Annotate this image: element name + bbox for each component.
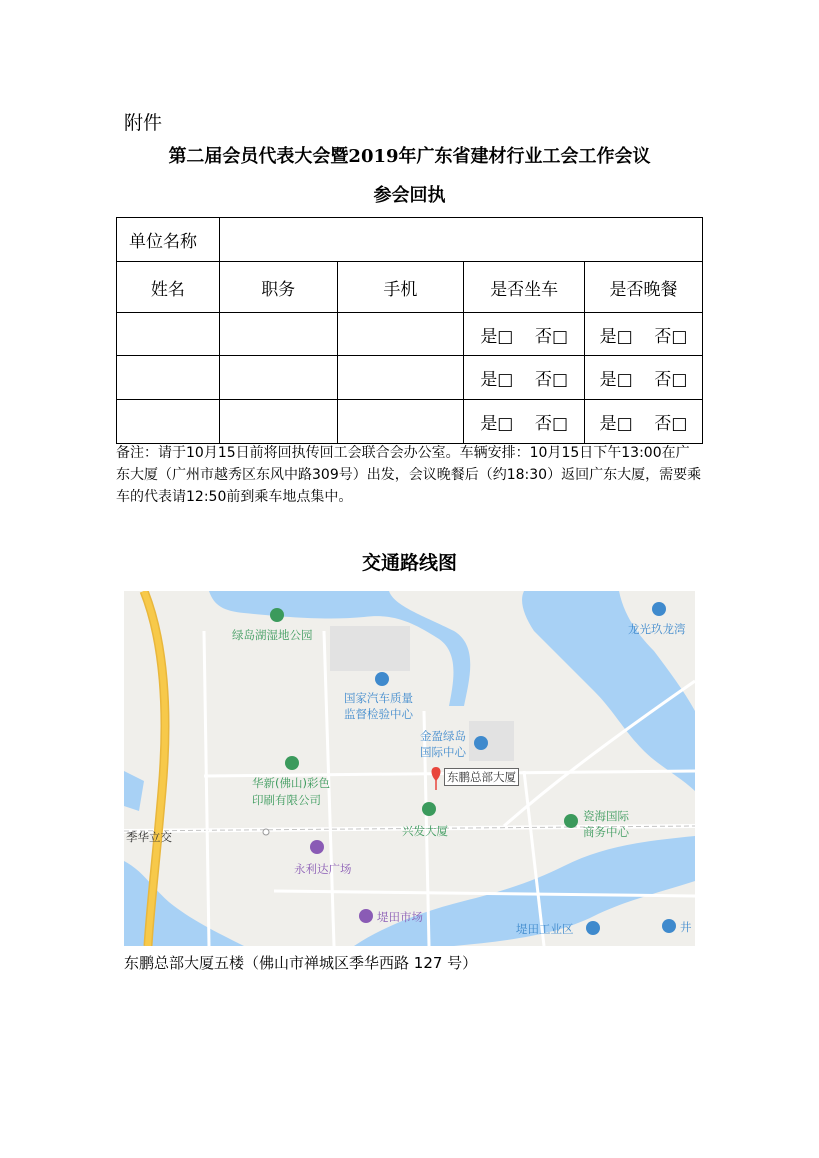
map-title: 交通路线图 bbox=[361, 552, 457, 574]
dinner-no-checkbox[interactable]: 否□ bbox=[654, 326, 688, 347]
map-label-jinying-2: 国际中心 bbox=[420, 745, 466, 759]
name-field[interactable] bbox=[117, 356, 220, 400]
dinner-choice bbox=[585, 356, 703, 400]
title-field[interactable] bbox=[219, 356, 337, 400]
dinner-no-checkbox[interactable]: 否□ bbox=[654, 414, 688, 434]
dinner-yes-checkbox[interactable]: 是□ bbox=[599, 370, 633, 390]
dinner-choice bbox=[585, 313, 703, 356]
column-header-dinner: 是否晚餐 bbox=[585, 262, 703, 313]
map-block bbox=[330, 626, 410, 671]
building-icon bbox=[564, 814, 578, 828]
unit-row bbox=[117, 218, 703, 262]
building-icon bbox=[474, 736, 488, 750]
reply-form-table bbox=[116, 217, 703, 444]
title-field[interactable] bbox=[219, 313, 337, 356]
map-label-jing: 井 bbox=[680, 920, 692, 934]
ride-no-checkbox[interactable]: 否□ bbox=[535, 414, 569, 434]
title-field[interactable] bbox=[219, 400, 337, 444]
map-label-dongpeng: 东鹏总部大厦 bbox=[444, 768, 519, 786]
column-header-phone: 手机 bbox=[337, 262, 464, 313]
phone-field[interactable] bbox=[337, 356, 464, 400]
unit-value-field[interactable] bbox=[219, 218, 702, 262]
park-icon bbox=[270, 608, 284, 622]
route-map bbox=[124, 591, 695, 946]
column-header-name: 姓名 bbox=[117, 262, 220, 313]
map-label-inspect-1: 国家汽车质量 bbox=[344, 691, 413, 705]
ride-choice bbox=[464, 313, 585, 356]
map-label-jihua: 季华立交 bbox=[126, 830, 172, 844]
map-label-cihai-2: 商务中心 bbox=[583, 825, 629, 839]
ride-yes-checkbox[interactable]: 是□ bbox=[480, 414, 514, 434]
dinner-choice bbox=[585, 400, 703, 444]
phone-field[interactable] bbox=[337, 313, 464, 356]
map-label-longguang: 龙光玖龙湾 bbox=[628, 622, 686, 636]
building-icon bbox=[422, 802, 436, 816]
shopping-icon bbox=[310, 840, 324, 854]
map-label-huaxin-2: 印刷有限公司 bbox=[252, 793, 321, 807]
phone-field[interactable] bbox=[337, 400, 464, 444]
map-label-ditian-industry: 堤田工业区 bbox=[516, 922, 574, 936]
industry-icon bbox=[586, 921, 600, 935]
map-label-cihai-1: 瓷海国际 bbox=[583, 809, 629, 823]
note-text: 备注：请于10月15日前将回执传回工会联合会办公室。车辆安排：10月15日下午13:00在广东大厦（广州市越秀区东风中路309号）出发，会议晚餐后（约18:30）返回广东大厦，需要乘车的代表请12:50前到乘车地点集中。 bbox=[116, 445, 702, 505]
attachment-label: 附件 bbox=[124, 112, 163, 134]
table-row bbox=[117, 356, 703, 400]
dinner-no-checkbox[interactable]: 否□ bbox=[654, 370, 688, 390]
factory-icon bbox=[285, 756, 299, 770]
ride-yes-checkbox[interactable]: 是□ bbox=[480, 370, 514, 390]
document-subtitle: 参会回执 bbox=[373, 185, 446, 206]
map-label-ditian-market: 堤田市场 bbox=[377, 910, 423, 924]
map-label-inspect-2: 监督检验中心 bbox=[344, 707, 413, 721]
column-header-ride: 是否坐车 bbox=[464, 262, 585, 313]
ride-yes-checkbox[interactable]: 是□ bbox=[480, 326, 514, 347]
header-row bbox=[117, 262, 703, 313]
map-label-jinying-1: 金盈绿岛 bbox=[420, 729, 466, 743]
market-icon bbox=[359, 909, 373, 923]
name-field[interactable] bbox=[117, 400, 220, 444]
ride-choice bbox=[464, 400, 585, 444]
dinner-yes-checkbox[interactable]: 是□ bbox=[599, 326, 633, 347]
table-row bbox=[117, 313, 703, 356]
document-title: 第二届会员代表大会暨2019年广东省建材行业工会工作会议 bbox=[168, 146, 651, 167]
dinner-yes-checkbox[interactable]: 是□ bbox=[599, 414, 633, 434]
map-label-xingfa: 兴发大厦 bbox=[402, 824, 448, 838]
map-label-park: 绿岛湖湿地公园 bbox=[232, 628, 313, 642]
ride-no-checkbox[interactable]: 否□ bbox=[535, 370, 569, 390]
building-icon bbox=[662, 919, 676, 933]
map-canvas bbox=[124, 591, 695, 946]
car-icon bbox=[375, 672, 389, 686]
unit-label: 单位名称 bbox=[117, 218, 220, 262]
map-interchange-marker bbox=[263, 829, 269, 835]
ride-no-checkbox[interactable]: 否□ bbox=[535, 326, 569, 347]
ride-choice bbox=[464, 356, 585, 400]
map-label-yonglida: 永利达广场 bbox=[294, 862, 352, 876]
building-icon bbox=[652, 602, 666, 616]
venue-address: 东鹏总部大厦五楼（佛山市禅城区季华西路 127 号） bbox=[124, 954, 478, 972]
column-header-title: 职务 bbox=[219, 262, 337, 313]
table-row bbox=[117, 400, 703, 444]
map-label-huaxin-1: 华新(佛山)彩色 bbox=[252, 776, 330, 790]
name-field[interactable] bbox=[117, 313, 220, 356]
